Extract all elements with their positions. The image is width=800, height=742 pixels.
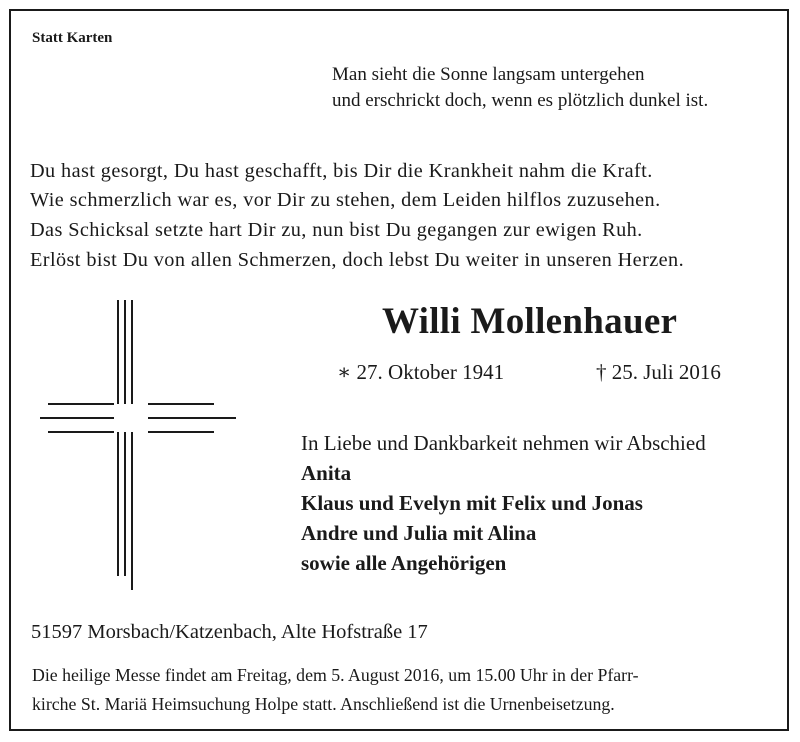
poem-line: Wie schmerzlich war es, vor Dir zu stehen, dem Leiden hilflos zuzusehen. bbox=[30, 189, 661, 211]
death-date: † 25. Juli 2016 bbox=[596, 360, 721, 384]
farewell-intro: In Liebe und Dankbarkeit nehmen wir Abschied bbox=[301, 431, 706, 455]
cross-icon bbox=[40, 300, 236, 590]
verse-line: Man sieht die Sonne langsam untergehen bbox=[332, 64, 645, 85]
service-notice-line: kirche St. Mariä Heimsuchung Holpe statt. Anschließend ist die Urnenbeisetzung. bbox=[32, 694, 615, 714]
family-address: 51597 Morsbach/Katzenbach, Alte Hofstraße 17 bbox=[31, 621, 428, 643]
deceased-name: Willi Mollenhauer bbox=[382, 301, 678, 342]
mourner-name: Klaus und Evelyn mit Felix und Jonas bbox=[301, 491, 643, 515]
poem-line: Das Schicksal setzte hart Dir zu, nun bist Du gegangen zur ewigen Ruh. bbox=[30, 219, 643, 241]
birth-date: ∗ 27. Oktober 1941 bbox=[337, 360, 505, 384]
header-label: Statt Karten bbox=[32, 30, 113, 46]
mourner-name: sowie alle Angehörigen bbox=[301, 551, 507, 575]
poem-line: Du hast gesorgt, Du hast geschafft, bis Dir die Krankheit nahm die Kraft. bbox=[30, 160, 653, 182]
mourner-name: Anita bbox=[301, 461, 352, 485]
verse-line: und erschrickt doch, wenn es plötzlich dunkel ist. bbox=[332, 90, 709, 111]
mourner-name: Andre und Julia mit Alina bbox=[301, 521, 537, 545]
poem-line: Erlöst bist Du von allen Schmerzen, doch lebst Du weiter in unseren Herzen. bbox=[30, 249, 685, 271]
service-notice-line: Die heilige Messe findet am Freitag, dem 5. August 2016, um 15.00 Uhr in der Pfarr- bbox=[32, 665, 639, 685]
